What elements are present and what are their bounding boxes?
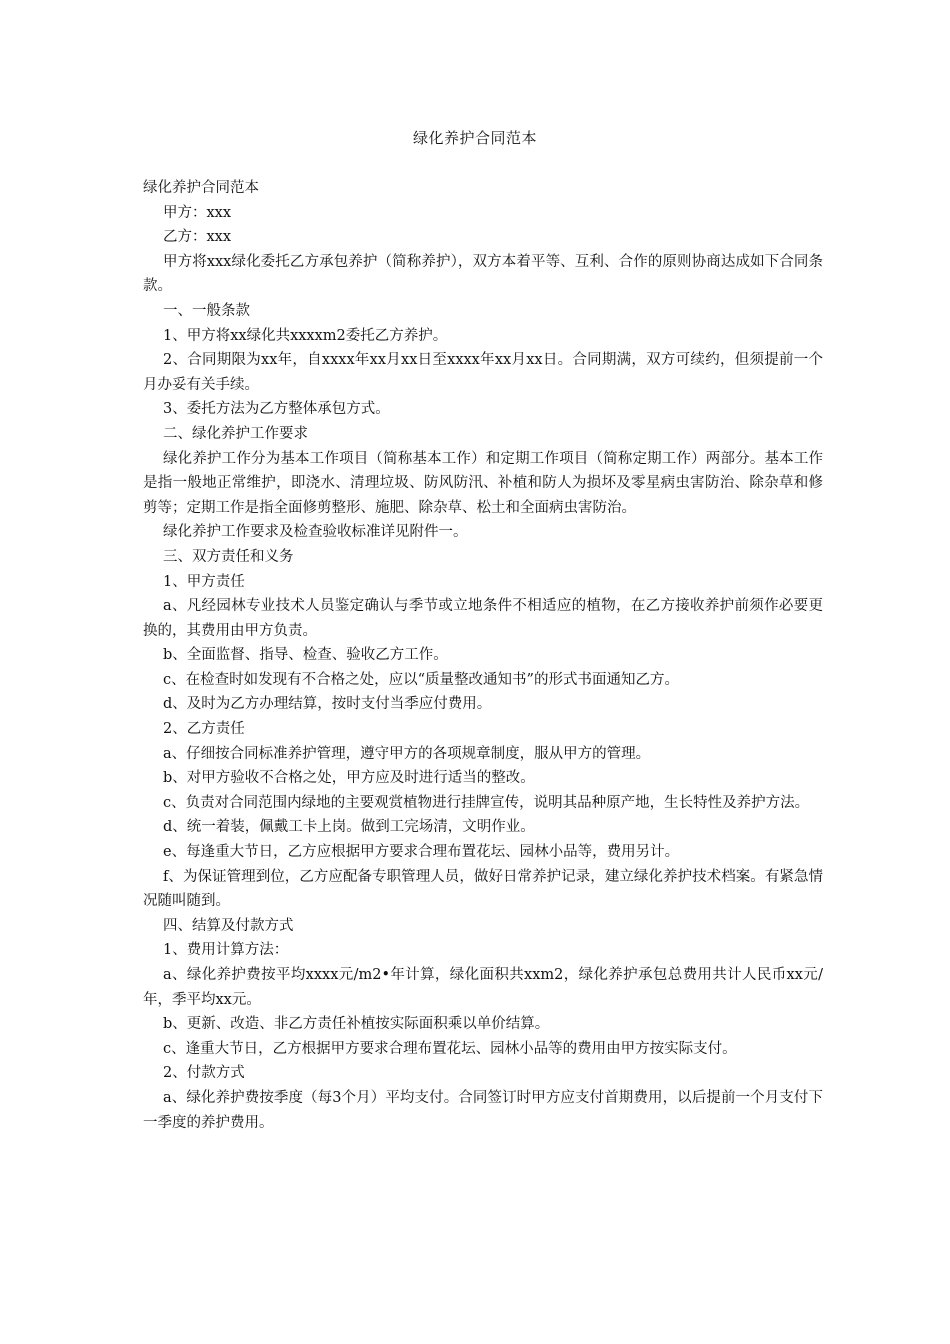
body-paragraph: 三、双方责任和义务 xyxy=(163,548,294,565)
body-paragraph: 3、委托方法为乙方整体承包方式。 xyxy=(163,401,390,418)
body-paragraph: c、负责对合同范围内绿地的主要观赏植物进行挂牌宣传，说明其品种原产地，生长特性及养护方法。 xyxy=(163,794,810,811)
body-paragraph: a、绿化养护费按平均xxxx元/m2•年计算，绿化面积共xxm2，绿化养护承包总费用共计人民币xx元/年，季平均xx元。 xyxy=(143,967,823,1008)
body-paragraph: 绿化养护工作分为基本工作项目（简称基本工作）和定期工作项目（简称定期工作）两部分。基本工作是指一般地正常维护，即浇水、清理垃圾、防风防汛、补植和防人为损坏及零星病虫害防治、除杂草和修剪等；定期工作是指全面修剪整形、施肥、除杂草、松土和全面病虫害防治。 xyxy=(143,450,823,516)
body-paragraph: d、及时为乙方办理结算，按时支付当季应付费用。 xyxy=(163,696,492,713)
body-paragraph: 甲方将xxx绿化委托乙方承包养护（简称养护），双方本着平等、互利、合作的原则协商达成如下合同条款。 xyxy=(143,253,823,295)
body-paragraph: 1、费用计算方法： xyxy=(163,942,289,959)
body-paragraph: c、逢重大节日，乙方根据甲方要求合理布置花坛、园林小品等的费用由甲方按实际支付。 xyxy=(163,1040,737,1057)
body-paragraph: a、仔细按合同标准养护管理，遵守甲方的各项规章制度，服从甲方的管理。 xyxy=(163,745,651,762)
body-paragraph: e、每逢重大节日，乙方应根据甲方要求合理布置花坛、园林小品等，费用另计。 xyxy=(163,844,680,861)
document-body xyxy=(143,176,823,1135)
body-paragraph: a、绿化养护费按季度（每3个月）平均支付。合同签订时甲方应支付首期费用，以后提前一个月支付下一季度的养护费用。 xyxy=(143,1089,823,1131)
body-paragraph: 1、甲方将xx绿化共xxxxm2委托乙方养护。 xyxy=(163,327,448,344)
body-paragraph: 1、甲方责任 xyxy=(163,573,245,590)
body-paragraph: 四、结算及付款方式 xyxy=(163,917,294,934)
body-paragraph: 2、乙方责任 xyxy=(163,721,245,738)
body-paragraph: 乙方：xxx xyxy=(163,229,232,246)
body-paragraph: d、统一着装，佩戴工卡上岗。做到工完场清，文明作业。 xyxy=(163,819,535,836)
body-paragraph: b、全面监督、指导、检查、验收乙方工作。 xyxy=(163,647,448,664)
body-paragraph: c、在检查时如发现有不合格之处，应以“质量整改通知书”的形式书面通知乙方。 xyxy=(163,671,679,688)
body-paragraph: 绿化养护工作要求及检查验收标准详见附件一。 xyxy=(163,524,468,541)
body-paragraph: f、为保证管理到位，乙方应配备专职管理人员，做好日常养护记录，建立绿化养护技术档案。有紧急情况随叫随到。 xyxy=(143,868,823,910)
body-paragraph: 2、合同期限为xx年，自xxxx年xx月xx日至xxxx年xx月xx日。合同期满，双方可续约，但须提前一个月办妥有关手续。 xyxy=(143,352,823,393)
body-paragraph: 甲方：xxx xyxy=(163,204,232,221)
document-title: 绿化养护合同范本 xyxy=(412,129,537,147)
body-paragraph: a、凡经园林专业技术人员鉴定确认与季节或立地条件不相适应的植物，在乙方接收养护前须作必要更换的，其费用由甲方负责。 xyxy=(143,598,823,639)
body-paragraph: b、对甲方验收不合格之处，甲方应及时进行适当的整改。 xyxy=(163,770,535,787)
body-paragraph: 一、一般条款 xyxy=(163,302,250,319)
body-paragraph: 绿化养护合同范本 xyxy=(143,180,259,196)
body-paragraph: 2、付款方式 xyxy=(163,1065,245,1082)
body-paragraph: b、更新、改造、非乙方责任补植按实际面积乘以单价结算。 xyxy=(163,1016,550,1033)
body-paragraph: 二、绿化养护工作要求 xyxy=(163,425,308,442)
